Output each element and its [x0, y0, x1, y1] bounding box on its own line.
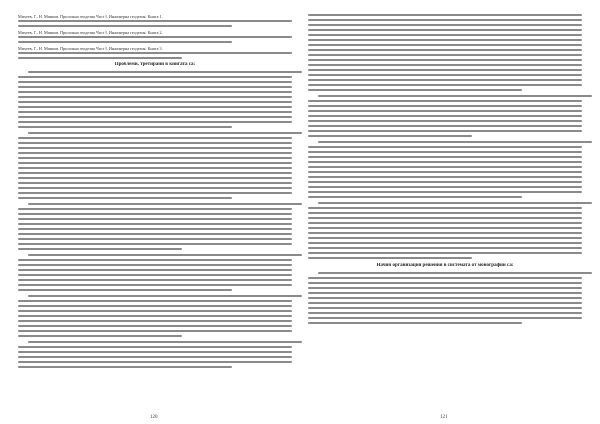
paragraph: [308, 141, 582, 198]
paragraph: [18, 71, 292, 128]
paragraph: [308, 202, 582, 259]
reference-entry-1: Михеев, Г., Н. Минков. Приложна геодезия Част І. Инженерна геодезия. Книга 1.: [18, 14, 163, 19]
paragraph: [308, 95, 582, 137]
paragraph: [18, 132, 292, 199]
paragraph: [18, 254, 292, 291]
paragraph: [308, 272, 582, 324]
right-page: [308, 14, 582, 406]
page-number-right: 121: [440, 415, 448, 420]
paragraph: [18, 341, 292, 368]
reference-entry-3: Михеев, Г., Н. Минков. Приложна геодезия Част І. Инженерна геодезия. Книга 3.: [18, 46, 163, 51]
section-heading-organization: Начин организация решения в системата от монографии са:: [376, 263, 514, 268]
section-heading-problems: Проблеми, третирани в книгата са:: [114, 62, 196, 67]
paragraph: [308, 14, 582, 91]
reference-entry-2: Михеев, Г., Н. Минков. Приложна геодезия Част І. Инженерна геодезия. Книга 2.: [18, 30, 163, 35]
left-page: [18, 14, 292, 406]
paragraph: [18, 295, 292, 337]
paragraph: [18, 203, 292, 250]
page-number-left: 120: [150, 415, 158, 420]
